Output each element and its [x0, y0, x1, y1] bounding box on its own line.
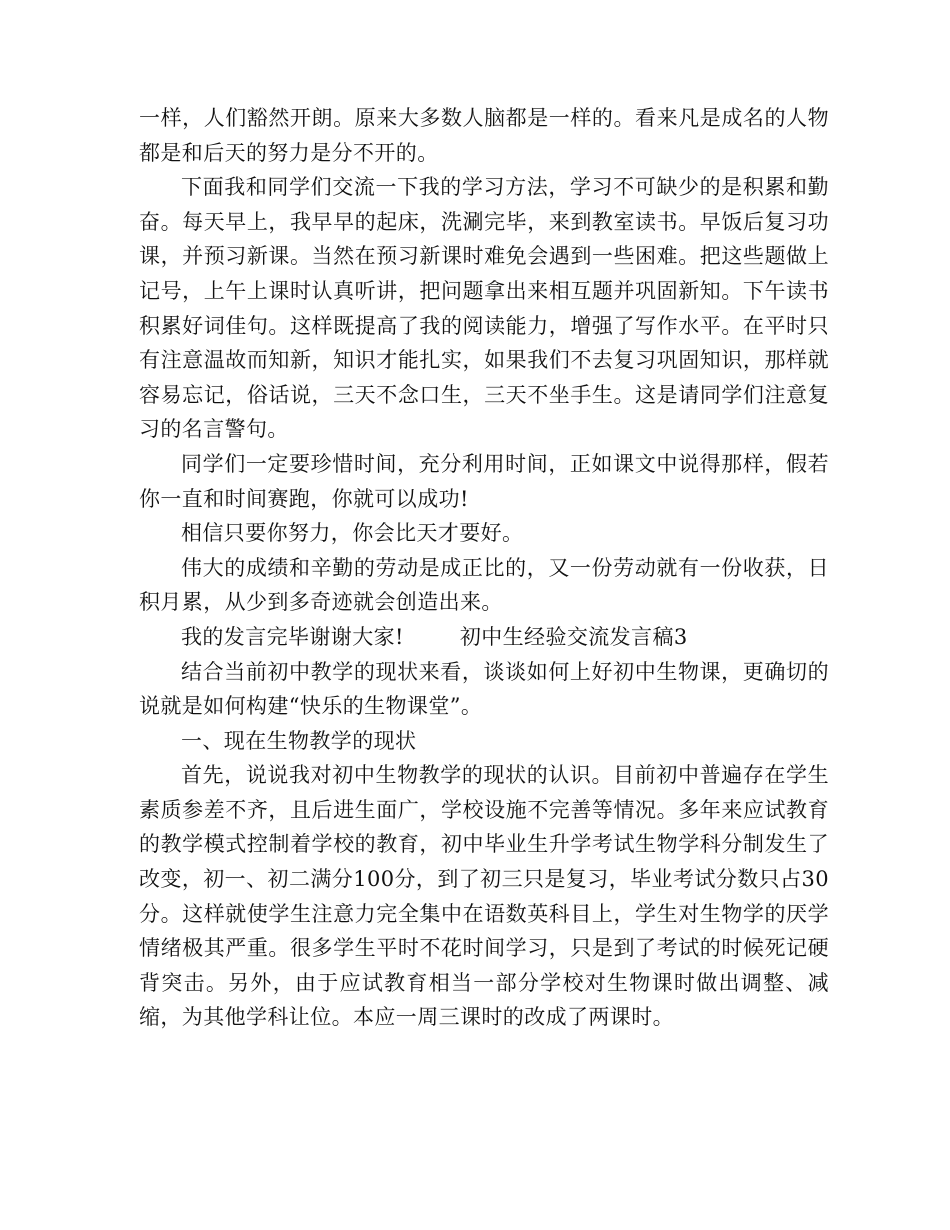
section-heading: 一、现在生物教学的现状	[181, 728, 417, 753]
document-body	[139, 101, 829, 1035]
paragraph-3: 同学们一定要珍惜时间，充分利用时间，正如课文中说得那样，假若你一直和时间赛跑，你就可以成功!	[139, 451, 829, 511]
paragraph-6: 结合当前初中教学的现状来看，谈谈如何上好初中生物课，更确切的说就是如何构建“快乐的生物课堂”。	[139, 659, 829, 719]
section-title: 初中生经验交流发言稿3	[459, 624, 688, 649]
paragraph-1: 一样，人们豁然开朗。原来大多数人脑都是一样的。看来凡是成名的人物都是和后天的努力是分不开的。	[139, 106, 829, 165]
closing-line: 我的发言完毕谢谢大家!	[181, 624, 404, 649]
closing-paragraph	[139, 620, 829, 655]
paragraph-7: 首先，说说我对初中生物教学的现状的认识。目前初中普遍存在学生素质参差不齐，且后进生面广，学校设施不完善等情况。多年来应试教育的教学模式控制着学校的教育，初中毕业生升学考试生物学科分制发生了改变，初一、初二满分100分，到了初三只是复习，毕业考试分数只占30分。这样就使学生注意力完全集中在语数英科目上，学生对生物学的厌学情绪极其严重。很多学生平时不花时间学习，只是到了考试的时候死记硬背突击。另外，由于应试教育相当一部分学校对生物课时做出调整、减缩，为其他学科让位。本应一周三课时的改成了两课时。	[139, 763, 829, 1030]
paragraph-4: 相信只要你努力，你会比天才要好。	[181, 521, 524, 546]
paragraph-2: 下面我和同学们交流一下我的学习方法，学习不可缺少的是积累和勤奋。每天早上，我早早的起床，洗涮完毕，来到教室读书。早饭后复习功课，并预习新课。当然在预习新课时难免会遇到一些困难。把这些题做上记号，上午上课时认真听讲，把问题拿出来相互题并巩固新知。下午读书积累好词佳句。这样既提高了我的阅读能力，增强了写作水平。在平时只有注意温故而知新，知识才能扎实，如果我们不去复习巩固知识，那样就容易忘记，俗话说，三天不念口生，三天不坐手生。这是请同学们注意复习的名言警句。	[139, 175, 829, 442]
paragraph-5: 伟大的成绩和辛勤的劳动是成正比的，又一份劳动就有一份收获，日积月累，从少到多奇迹就会创造出来。	[139, 555, 829, 615]
